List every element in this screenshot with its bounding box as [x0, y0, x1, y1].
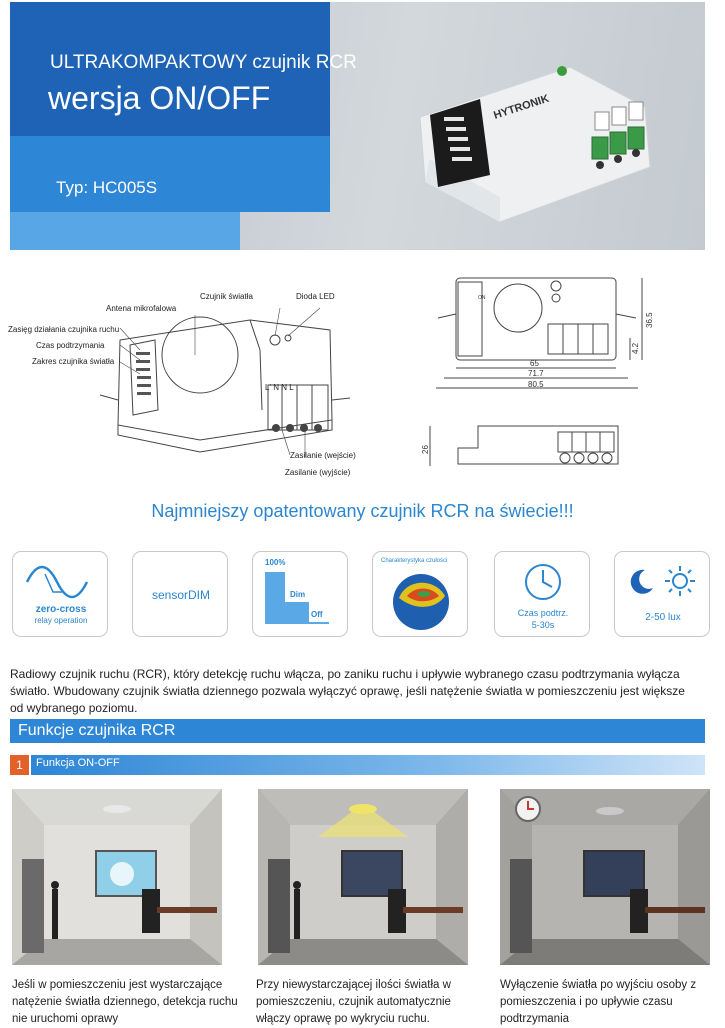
dip-on-label: ON — [478, 295, 486, 301]
clock-icon — [523, 562, 563, 602]
dim-65: 65 — [530, 359, 539, 368]
dim-71-7: 71.7 — [528, 369, 544, 378]
dim-100-label: 100% — [265, 558, 286, 567]
dim-26: 26 — [421, 445, 430, 454]
dim-4-2: 4.2 — [631, 342, 640, 354]
dimension-drawing-top — [430, 268, 660, 400]
dim-dim-label: Dim — [290, 590, 306, 599]
room-lamp-off-illustration — [500, 789, 710, 965]
label-range: Zasięg działania czujnika ruchu — [8, 325, 120, 334]
label-light-sensor: Czujnik światła — [200, 292, 253, 301]
time-label-1: Czas podtrz. — [517, 608, 569, 618]
dim-36-5: 36.5 — [645, 312, 654, 328]
zero-cross-label: zero-cross — [35, 604, 87, 615]
dim-bar-off — [309, 622, 329, 624]
dim-80-5: 80.5 — [528, 380, 544, 389]
label-antenna: Antena mikrofalowa — [106, 304, 177, 313]
card-zero-cross — [12, 551, 108, 637]
caption-3: Wyłączenie światła po wyjściu osoby z pomieszczenia i po upływie czasu podtrzymania — [500, 979, 697, 1025]
caption-2: Przy niewystarczającej ilości światła w pomieszczeniu, czujnik automatycznie włączy oprawę po wykryciu ruchu. — [256, 979, 451, 1025]
card-dim-levels — [252, 551, 348, 637]
room-daylight-illustration — [12, 789, 222, 965]
sensordim-logo: sensorDIM — [151, 588, 210, 602]
label-light-range: Zakres czujnika światła — [32, 357, 115, 366]
card-hold-time — [494, 551, 590, 637]
room-lamp-on-illustration — [258, 789, 468, 965]
dim-bar-dim — [285, 602, 309, 624]
card-lux — [614, 551, 710, 637]
sensor-schematic — [100, 300, 370, 460]
label-terminals: L' N N L — [265, 383, 294, 392]
relay-label: relay operation — [34, 616, 88, 625]
description: Radiowy czujnik ruchu (RCR), który detekcję ruchu włącza, po zaniku ruchu i upływie wybranego czasu podtrzymania wyłącza światło. Wbudowany czujnik światła dziennego pozwala wyłączyć oprawę, jeśli natężenie światła w pomieszczeniu jest większe od wybranego poziomu. — [10, 667, 685, 715]
lux-label: 2-50 lux — [645, 612, 681, 623]
moon-icon — [627, 566, 657, 596]
card-sensordim — [132, 551, 228, 637]
dim-bar-100 — [265, 572, 285, 624]
time-label-2: 5-30s — [531, 620, 555, 630]
sun-icon — [663, 564, 697, 598]
sensitivity-label: Charakterystyka czułości — [381, 558, 448, 564]
hero-title-line1: ULTRAKOMPAKTOWY czujnik RCR — [50, 52, 357, 73]
subsection-bar — [31, 755, 705, 775]
subsection-title: Funkcja ON-OFF — [36, 757, 120, 769]
card-sensitivity — [372, 551, 468, 637]
sensitivity-globe-icon — [387, 568, 455, 632]
product-photo — [400, 47, 690, 227]
section-title: Funkcje czujnika RCR — [18, 722, 176, 739]
hero-title-line2: wersja ON/OFF — [48, 80, 271, 116]
label-hold-time: Czas podtrzymania — [36, 341, 105, 350]
dimension-drawing-side — [418, 418, 648, 478]
hero-type-label: Typ: HC005S — [56, 178, 158, 197]
sine-wave-icon — [25, 562, 95, 602]
tagline: Najmniejszy opatentowany czujnik RCR na świecie!!! — [151, 501, 574, 521]
caption-1: Jeśli w pomieszczeniu jest wystarczające natężenie światła dziennego, detekcja ruchu nie uruchomi oprawy — [12, 979, 238, 1025]
label-supply-out: Zasilanie (wyjście) — [285, 468, 351, 477]
svg-text:HYTRONIK: HYTRONIK — [492, 92, 551, 122]
label-led: Dioda LED — [296, 292, 335, 301]
dim-off-label: Off — [311, 610, 323, 619]
label-supply-in: Zasilanie (wejście) — [290, 451, 356, 460]
hero-blue-block-2 — [10, 136, 330, 212]
subsection-number: 1 — [10, 755, 29, 775]
hero-blue-block-3 — [10, 212, 240, 250]
